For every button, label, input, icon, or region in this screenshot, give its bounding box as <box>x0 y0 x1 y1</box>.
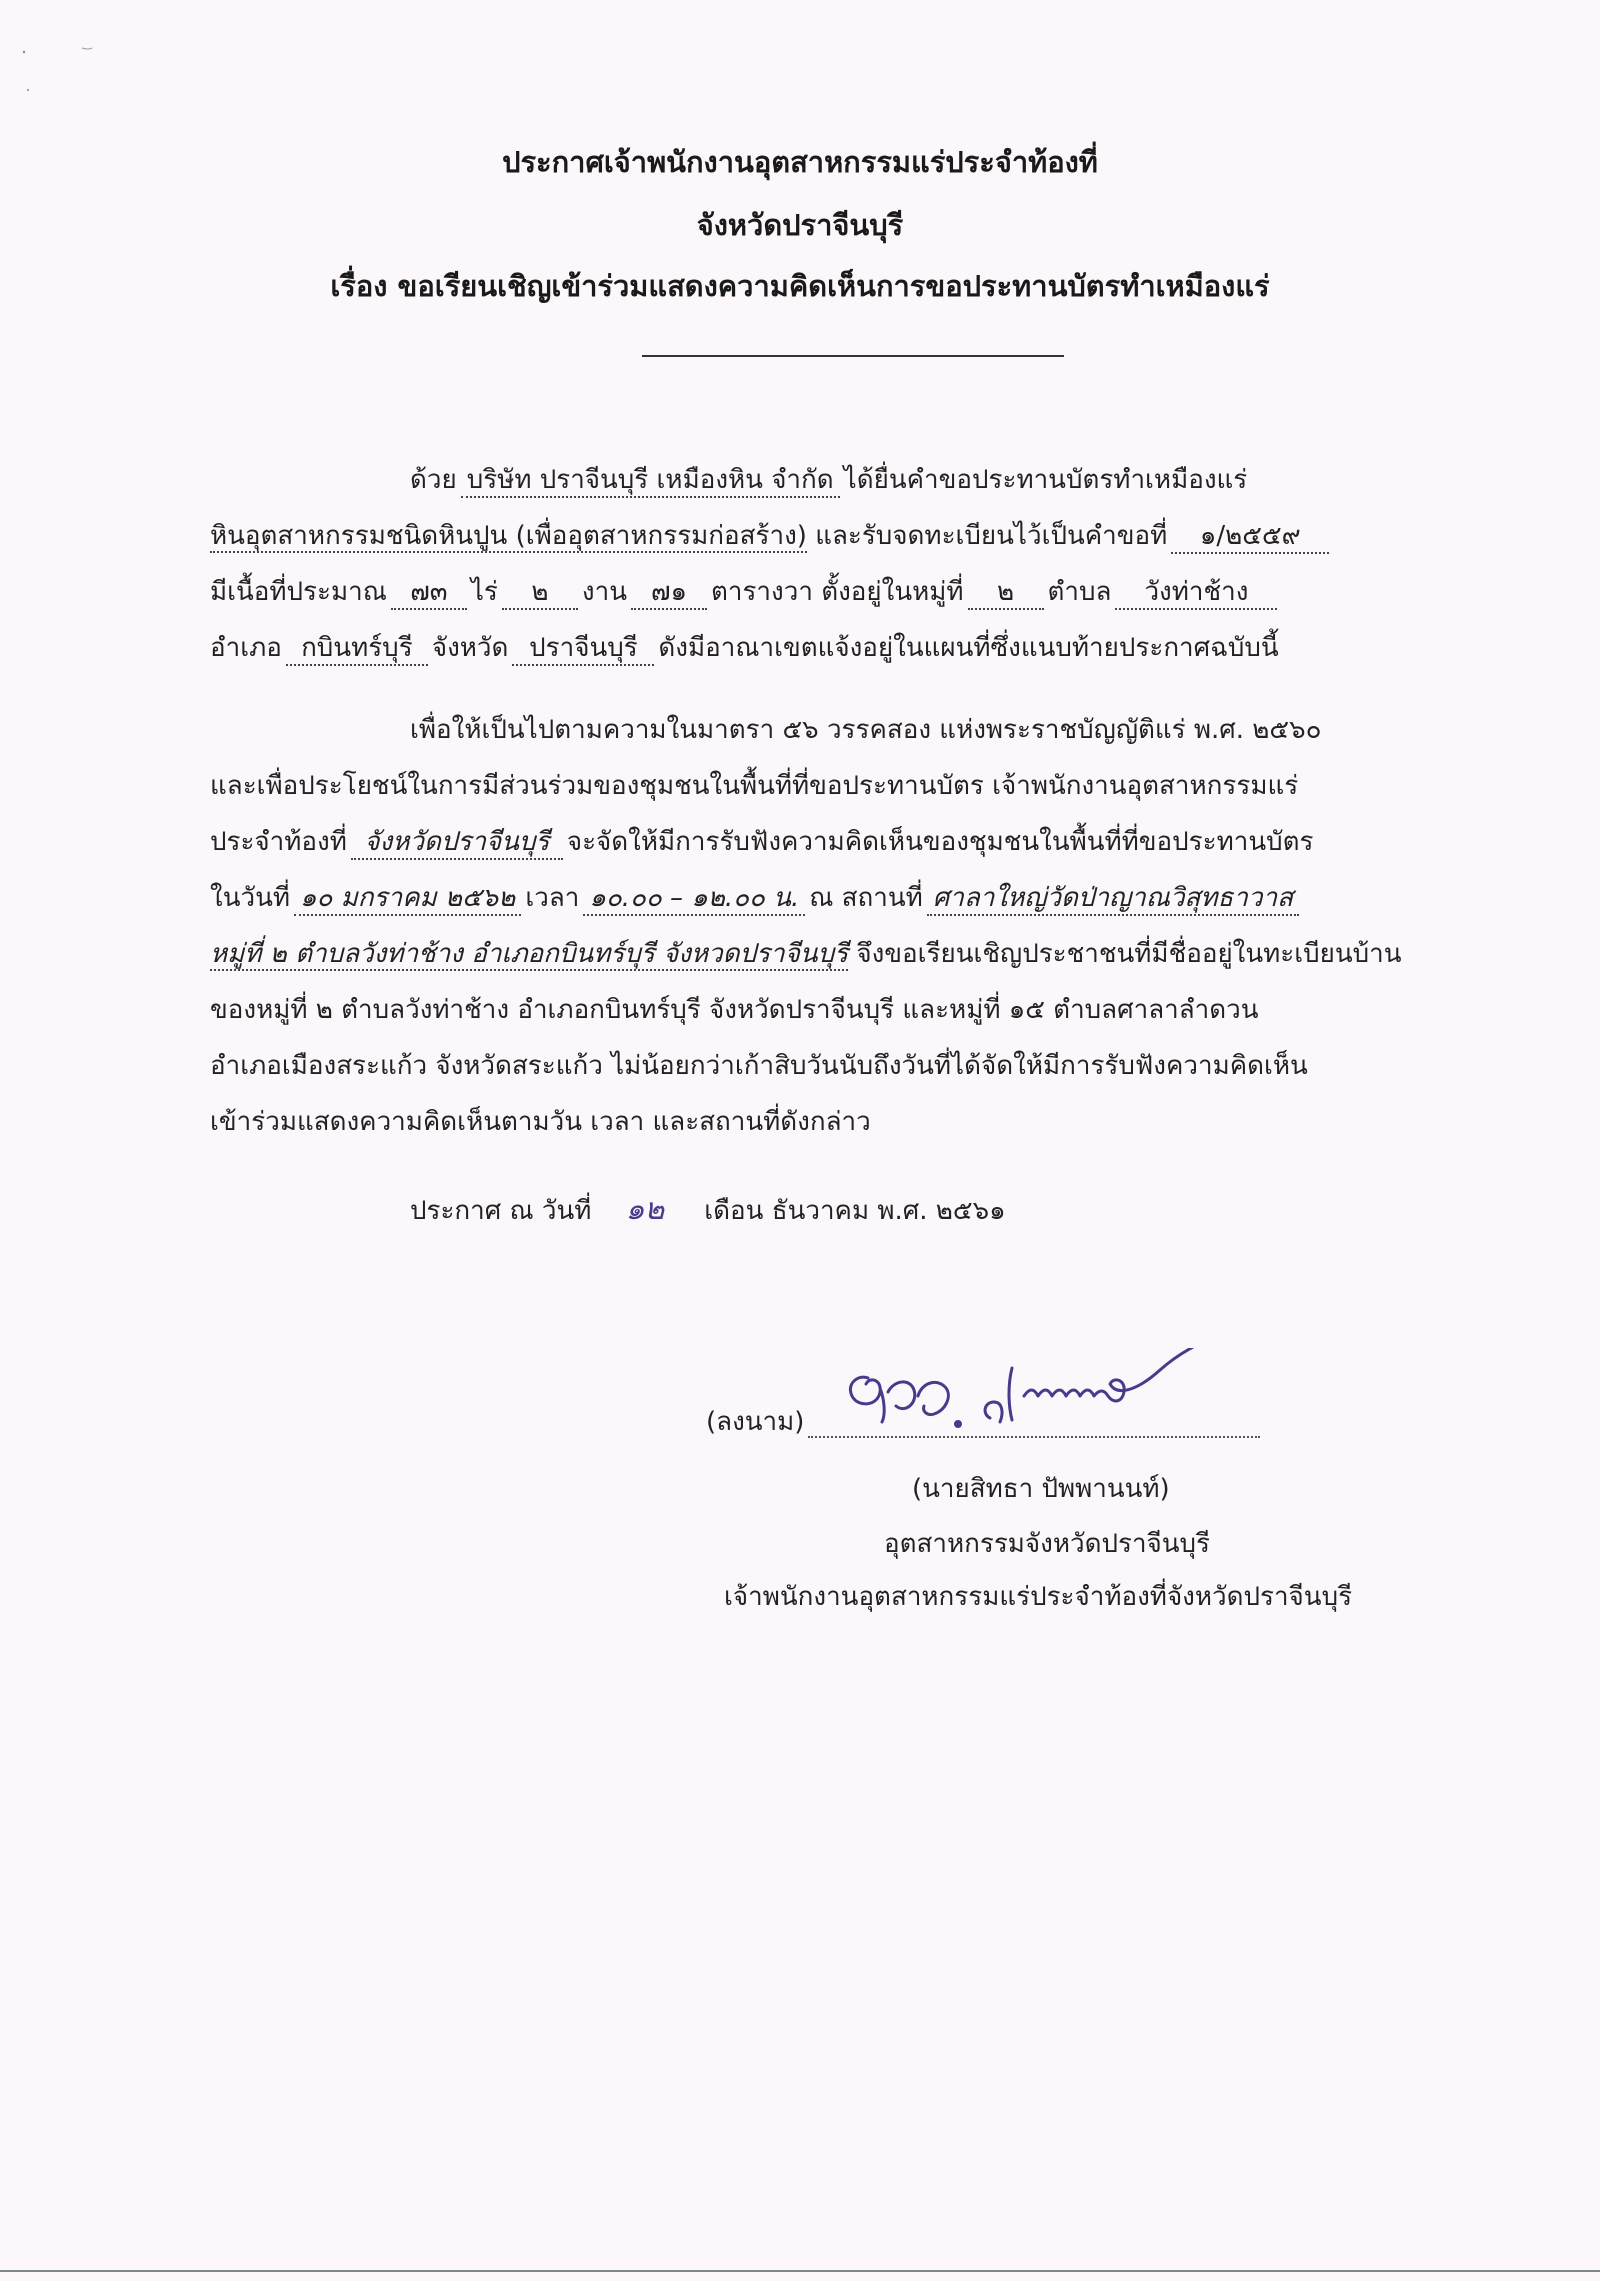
signatory-position-2: เจ้าพนักงานอุตสาหกรรมแร่ประจำท้องที่จังหวัดปราจีนบุรี <box>724 1582 1353 1612</box>
page-bottom-edge <box>0 2270 1600 2272</box>
para1-line4 <box>210 630 1279 666</box>
para2-l3-prefix: ประจำท้องที่ <box>210 827 347 857</box>
para2-line5 <box>210 936 1402 972</box>
para1-prefix: ด้วย <box>410 465 457 495</box>
hearing-date-field: ๑๐ มกราคม ๒๕๖๒ <box>294 882 521 916</box>
para1-l3-mid: ตารางวา ตั้งอยู่ในหมู่ที่ <box>710 577 964 607</box>
para1-l2-mid: และรับจดทะเบียนไว้เป็นคำขอที่ <box>815 521 1168 551</box>
signatory-position-1: อุตสาหกรรมจังหวัดปราจีนบุรี <box>884 1529 1211 1559</box>
header-title-line2: จังหวัดปราจีนบุรี <box>696 208 904 242</box>
header-divider <box>642 355 1064 357</box>
rai-label: ไร่ <box>470 577 498 607</box>
handwritten-signature <box>840 1348 1280 1440</box>
place-label: ณ สถานที่ <box>809 883 923 913</box>
mineral-type-field: หินอุตสาหกรรมชนิดหินปูน (เพื่ออุตสาหกรรมก่อสร้าง) <box>210 521 807 551</box>
para2-l5-suffix: จึงขอเรียนเชิญประชาชนที่มีชื่ออยู่ในทะเบียนบ้าน <box>856 939 1402 969</box>
hearing-address-field: หมู่ที่ ๒ ตำบลวังท่าช้าง อำเภอกบินทร์บุรี จังหวดปราจีนบุรี <box>210 939 849 969</box>
header-title-line1: ประกาศเจ้าพนักงานอุตสาหกรรมแร่ประจำท้องที่ <box>502 145 1098 179</box>
changwat-field: ปราจีนบุรี <box>512 632 654 666</box>
para2-line1: เพื่อให้เป็นไปตามความในมาตรา ๕๖ วรรคสอง แห่งพระราชบัญญัติแร่ พ.ศ. ๒๕๖๐ <box>410 715 1322 745</box>
hearing-place-field: ศาลาใหญ่วัดป่าญาณวิสุทธาวาส <box>927 882 1299 916</box>
para2-line6: ของหมู่ที่ ๒ ตำบลวังท่าช้าง อำเภอกบินทร์บุรี จังหวัดปราจีนบุรี และหมู่ที่ ๑๕ ตำบลศาลาลำดวน <box>210 995 1259 1025</box>
area-rai-field: ๗๓ <box>391 576 467 610</box>
amphoe-field: กบินทร์บุรี <box>286 632 428 666</box>
para1-line2 <box>210 518 1333 554</box>
signatory-name: (นายสิทธา ปัพพานนท์) <box>912 1474 1170 1504</box>
area-prefix: มีเนื้อที่ประมาณ <box>210 577 387 607</box>
announce-day-handwritten: ๑๒ <box>625 1192 665 1227</box>
company-name-field: บริษัท ปราจีนบุรี เหมืองหิน จำกัด <box>461 464 840 498</box>
changwat-label: จังหวัด <box>431 633 509 663</box>
scan-specks <box>20 40 100 100</box>
para2-line8: เข้าร่วมแสดงความคิดเห็นตามวัน เวลา และสถานที่ดังกล่าว <box>210 1107 871 1137</box>
para1-l4-suffix: ดังมีอาณาเขตแจ้งอยู่ในแผนที่ซึ่งแนบท้ายประกาศฉบับนี้ <box>658 633 1279 663</box>
para2-l3-suffix: จะจัดให้มีการรับฟังความคิดเห็นของชุมชนในพื้นที่ที่ขอประทานบัตร <box>566 827 1314 857</box>
header-subject-line: เรื่อง ขอเรียนเชิญเข้าร่วมแสดงความคิดเห็นการขอประทานบัตรทำเหมืองแร่ <box>330 269 1270 303</box>
time-label: เวลา <box>525 883 580 913</box>
tambon-label: ตำบล <box>1047 577 1112 607</box>
para1-line3 <box>210 574 1281 610</box>
announce-prefix: ประกาศ ณ วันที่ <box>410 1196 592 1226</box>
announce-month-year: เดือน ธันวาคม พ.ศ. ๒๕๖๑ <box>704 1196 1006 1226</box>
moo-field: ๒ <box>968 576 1044 610</box>
area-ngan-field: ๒ <box>502 576 578 610</box>
hearing-time-field: ๑๐.๐๐ – ๑๒.๐๐ น. <box>583 882 805 916</box>
para2-line4 <box>210 880 1303 916</box>
para2-line7: อำเภอเมืองสระแก้ว จังหวัดสระแก้ว ไม่น้อยกว่าเก้าสิบวันนับถึงวันที่ได้จัดให้มีการรับฟังความคิดเห็น <box>210 1051 1308 1081</box>
tambon-field: วังท่าช้าง <box>1115 576 1277 610</box>
para2-line3 <box>210 824 1313 860</box>
para2-line2: และเพื่อประโยชน์ในการมีส่วนร่วมของชุมชนในพื้นที่ที่ขอประทานบัตร เจ้าพนักงานอุตสาหกรรมแร่ <box>210 771 1299 801</box>
para2-l4-prefix: ในวันที่ <box>210 883 290 913</box>
amphoe-label: อำเภอ <box>210 633 282 663</box>
announce-date-line <box>410 1192 1006 1229</box>
sign-label: (ลงนาม) <box>706 1407 805 1437</box>
para1-l1-suffix: ได้ยื่นคำขอประทานบัตรทำเหมืองแร่ <box>843 465 1248 495</box>
ngan-label: งาน <box>581 577 627 607</box>
area-wa-field: ๗๑ <box>631 576 707 610</box>
signature-dotted-line <box>808 1436 1260 1438</box>
hearing-province-field: จังหวัดปราจีนบุรี <box>351 826 563 860</box>
request-number-field: ๑/๒๕๕๙ <box>1171 520 1329 554</box>
para1-line1 <box>410 462 1247 498</box>
